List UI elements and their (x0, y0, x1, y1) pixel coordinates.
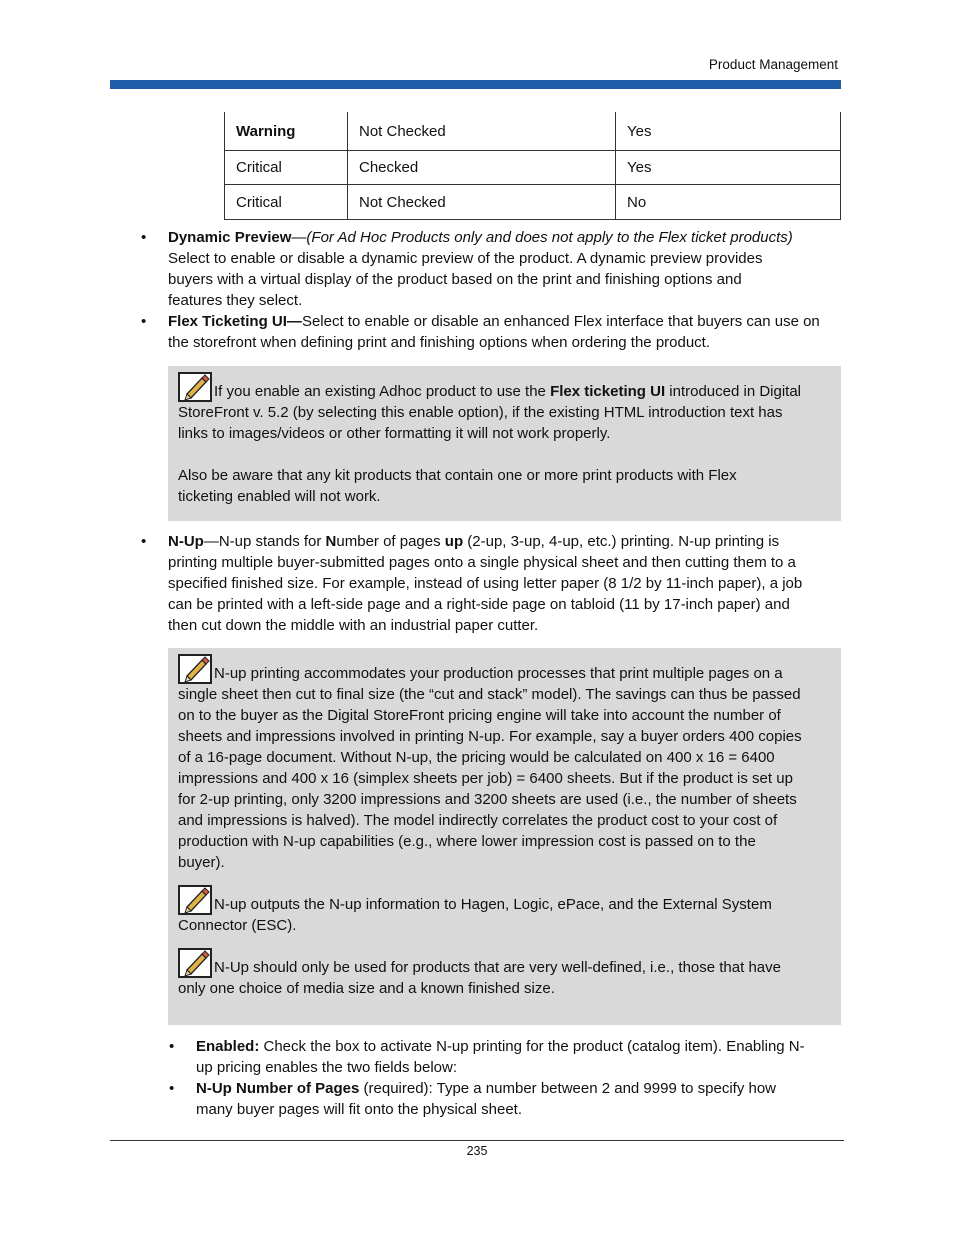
emphasis: up (444, 533, 464, 550)
pencil-note-icon (178, 885, 212, 915)
text-line: sheets and impressions involved in printing N-up. For example, say a buyer orders 400 copies (178, 728, 802, 745)
table-cell: Yes (616, 151, 841, 185)
text-line: of a 16-page document. Without N-up, the pricing would be calculated on 400 x 16 = 6400 (178, 749, 775, 766)
table-row (225, 151, 841, 185)
table-row (225, 185, 841, 220)
text-line: StoreFront v. 5.2 (by selecting this enable option), if the existing HTML introduction text has (178, 404, 783, 421)
text: —N-up stands for (203, 533, 326, 550)
text-line: on to the buyer as the Digital StoreFront pricing engine will take into account the number of (178, 707, 781, 724)
table-row (225, 112, 841, 151)
text: (2-up, 3-up, 4-up, etc.) printing. N-up printing is (463, 533, 780, 550)
text-line: Connector (ESC). (178, 917, 297, 934)
text-line: ticketing enabled will not work. (178, 488, 381, 505)
emphasis: N (325, 533, 337, 550)
text: Check the box to activate N-up printing for the product (catalog item). Enabling N- (259, 1038, 805, 1055)
text-line: many buyer pages will fit onto the physical sheet. (196, 1101, 523, 1118)
sub-bullet-nup-pages (196, 1078, 838, 1120)
text-line: and impressions is halved). The model indirectly correlates the product cost to your cost of (178, 812, 778, 829)
pencil-note-icon (178, 654, 212, 684)
text: Select to enable or disable an enhanced Flex interface that buyers can use on (301, 313, 820, 330)
text-line: only one choice of media size and a known finished size. (178, 980, 555, 997)
pencil-note-icon (178, 948, 212, 978)
table-cell: Not Checked (348, 112, 616, 151)
table-cell: Checked (348, 151, 616, 185)
text-line: Select to enable or disable a dynamic preview of the product. A dynamic preview provides (168, 250, 763, 267)
text-line: links to images/videos or other formatting it will not work properly. (178, 425, 611, 442)
text-line: single sheet then cut to final size (the “cut and stack” model). The savings can thus be passed (178, 686, 801, 703)
text-line: impressions and 400 x 16 (simplex sheets per job) = 6400 sheets. But if the product is set up (178, 770, 793, 787)
status-table (224, 112, 841, 220)
text-line: then cut down the middle with an industrial paper cutter. (168, 617, 539, 634)
text-line: up pricing enables the two fields below: (196, 1059, 457, 1076)
text-line: the storefront when defining print and finishing options when ordering the product. (168, 334, 711, 351)
table-cell: Not Checked (348, 185, 616, 220)
pencil-note-icon (178, 372, 212, 402)
term: Dynamic Preview (168, 229, 292, 246)
text-line: features they select. (168, 292, 303, 309)
page-number: 235 (466, 1144, 488, 1158)
term: N-Up (168, 533, 204, 550)
running-header: Product Management (708, 57, 838, 72)
text: If you enable an existing Adhoc product to use the (214, 383, 551, 400)
term: N-Up Number of Pages (196, 1080, 360, 1097)
table-cell: Yes (616, 112, 841, 151)
bullet-nup (168, 531, 840, 636)
table-cell: Critical (225, 151, 348, 185)
note-box-nup (168, 648, 841, 1025)
term: Flex Ticketing UI— (168, 313, 302, 330)
text-line: printing multiple buyer-submitted pages onto a single physical sheet and then cutting them to a (168, 554, 796, 571)
bullet-dynamic-preview (168, 227, 840, 311)
note-box-flex (168, 366, 841, 521)
text: umber of pages (336, 533, 445, 550)
footer-rule (110, 1140, 844, 1141)
text-line: buyer). (178, 854, 225, 871)
bullet-flex-ticketing (168, 311, 840, 353)
table-cell: Warning (225, 112, 348, 151)
text: N-up outputs the N-up information to Hagen, Logic, ePace, and the External System (214, 896, 772, 913)
text: N-Up should only be used for products that are very well-defined, i.e., those that have (214, 959, 781, 976)
text: (required): Type a number between 2 and 9999 to specify how (359, 1080, 777, 1097)
table-cell: Critical (225, 185, 348, 220)
text-line: for 2-up printing, only 3200 impressions and 3200 sheets are used (i.e., the number of sheets (178, 791, 797, 808)
text-line: specified finished size. For example, instead of using letter paper (8 1/2 by 11-inch paper), a job (168, 575, 803, 592)
table-cell: No (616, 185, 841, 220)
text-line: buyers with a virtual display of the product based on the print and finishing options and (168, 271, 742, 288)
text-line: Also be aware that any kit products that contain one or more print products with Flex (178, 467, 737, 484)
emphasis: Flex ticketing UI (550, 383, 666, 400)
qualifier: (For Ad Hoc Products only and does not apply to the Flex ticket products) (306, 229, 793, 246)
dash: — (291, 229, 307, 246)
term: Enabled: (196, 1038, 260, 1055)
text: introduced in Digital (665, 383, 802, 400)
sub-bullet-enabled (196, 1036, 838, 1078)
text-line: production with N-up capabilities (e.g., where lower impression cost is passed on to the (178, 833, 756, 850)
header-rule (110, 80, 841, 89)
text: N-up printing accommodates your production processes that print multiple pages on a (214, 665, 783, 682)
text-line: can be printed with a left-side page and a right-side page on tabloid (11 by 17-inch paper) and (168, 596, 790, 613)
